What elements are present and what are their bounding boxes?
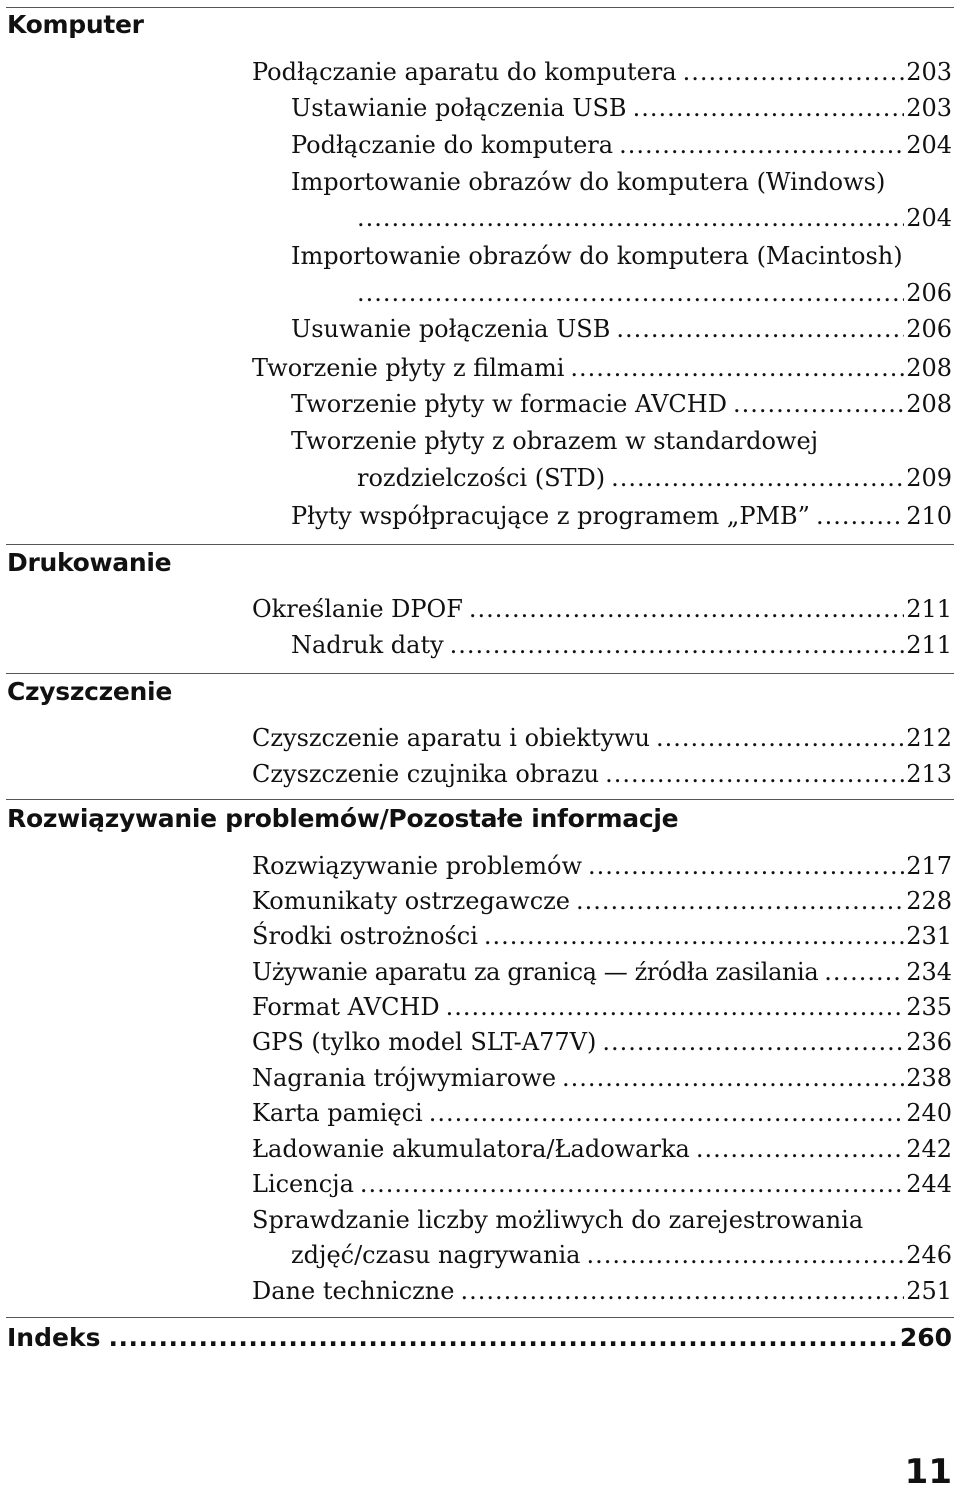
dot-leader bbox=[633, 90, 905, 126]
toc-entry-label: Rozwiązywanie problemów bbox=[252, 852, 582, 880]
section-rule bbox=[6, 544, 954, 545]
dot-leader bbox=[696, 1131, 904, 1167]
toc-entry[interactable] bbox=[252, 720, 952, 756]
toc-entry-label: Używanie aparatu za granicą — źródła zasilania bbox=[252, 958, 819, 986]
toc-entry-page: 208 bbox=[906, 390, 952, 418]
toc-entry[interactable] bbox=[252, 848, 952, 884]
section-rule bbox=[6, 7, 954, 8]
toc-entry-page: 236 bbox=[906, 1028, 952, 1056]
toc-entry-page: 206 bbox=[906, 279, 952, 307]
toc-entry-continuation[interactable] bbox=[291, 1237, 952, 1273]
toc-entry[interactable] bbox=[252, 1131, 952, 1167]
toc-entry-label: Licencja bbox=[252, 1170, 354, 1198]
toc-entry[interactable] bbox=[252, 918, 952, 954]
toc-entry[interactable] bbox=[252, 1024, 952, 1060]
section-heading-indeks: Indeks bbox=[7, 1323, 101, 1352]
toc-entry[interactable] bbox=[291, 386, 952, 422]
toc-entry-page: 228 bbox=[906, 887, 952, 915]
dot-leader bbox=[576, 883, 904, 919]
toc-entry-label: Podłączanie do komputera bbox=[291, 131, 614, 159]
toc-entry-page: 213 bbox=[906, 760, 952, 788]
toc-entry-page: 211 bbox=[906, 595, 952, 623]
toc-entry-page: 238 bbox=[906, 1064, 952, 1092]
toc-entry-page: 203 bbox=[906, 94, 952, 122]
dot-leader bbox=[602, 1024, 904, 1060]
toc-entry-label: Dane techniczne bbox=[252, 1277, 455, 1305]
toc-entry-label: Usuwanie połączenia USB bbox=[291, 315, 611, 343]
toc-entry[interactable] bbox=[291, 498, 952, 534]
toc-entry-label: Nagrania trójwymiarowe bbox=[252, 1064, 557, 1092]
toc-entry-label: rozdzielczości (STD) bbox=[357, 464, 606, 492]
section-heading-czyszczenie: Czyszczenie bbox=[7, 677, 172, 706]
dot-leader bbox=[570, 350, 904, 386]
toc-entry[interactable] bbox=[252, 350, 952, 386]
toc-entry-label: Tworzenie płyty z filmami bbox=[252, 354, 565, 382]
dot-leader bbox=[588, 848, 904, 884]
toc-entry-page: 217 bbox=[906, 852, 952, 880]
toc-entry[interactable] bbox=[252, 954, 952, 990]
toc-entry-page: 204 bbox=[906, 204, 952, 232]
dot-leader bbox=[605, 756, 904, 792]
section-rule bbox=[6, 673, 954, 674]
toc-entry-page: 203 bbox=[906, 58, 952, 86]
section-rule bbox=[6, 1317, 954, 1318]
toc-entry-label: GPS (tylko model SLT-A77V) bbox=[252, 1028, 597, 1056]
toc-entry-page: 246 bbox=[906, 1241, 952, 1269]
toc-entry-label: Czyszczenie aparatu i obiektywu bbox=[252, 724, 651, 752]
toc-entry-page: 234 bbox=[906, 958, 952, 986]
toc-entry-page: 231 bbox=[906, 922, 952, 950]
dot-leader bbox=[611, 460, 904, 496]
toc-entry-page: 212 bbox=[906, 724, 952, 752]
dot-leader bbox=[733, 386, 904, 422]
toc-entry-page: 244 bbox=[906, 1170, 952, 1198]
dot-leader bbox=[562, 1060, 904, 1096]
dot-leader bbox=[429, 1095, 904, 1131]
toc-entry-page: 210 bbox=[906, 502, 952, 530]
toc-entry[interactable] bbox=[252, 883, 952, 919]
section-heading-drukowanie: Drukowanie bbox=[7, 548, 172, 577]
toc-entry[interactable] bbox=[252, 54, 952, 90]
toc-entry-label: Ustawianie połączenia USB bbox=[291, 94, 627, 122]
toc-entry-page: 235 bbox=[906, 993, 952, 1021]
toc-entry-page: 242 bbox=[906, 1135, 952, 1163]
toc-entry-label: zdjęć/czasu nagrywania bbox=[291, 1241, 581, 1269]
toc-entry[interactable] bbox=[252, 1095, 952, 1131]
dot-leader bbox=[469, 591, 904, 627]
toc-entry-page: 209 bbox=[906, 464, 952, 492]
dot-leader bbox=[108, 1320, 895, 1356]
toc-entry-label: Podłączanie aparatu do komputera bbox=[252, 58, 677, 86]
toc-entry[interactable] bbox=[291, 423, 952, 459]
section-rule bbox=[6, 799, 954, 800]
toc-entry-page: 208 bbox=[906, 354, 952, 382]
toc-entry-page: 240 bbox=[906, 1099, 952, 1127]
toc-entry[interactable] bbox=[252, 591, 952, 627]
toc-entry[interactable] bbox=[252, 1273, 952, 1309]
toc-entry-label: Sprawdzanie liczby możliwych do zarejestrowania bbox=[252, 1206, 864, 1234]
page-number: 11 bbox=[904, 1452, 952, 1492]
toc-entry-label: Importowanie obrazów do komputera (Macintosh) bbox=[291, 242, 903, 270]
toc-entry-label: Tworzenie płyty z obrazem w standardowej bbox=[291, 427, 819, 455]
dot-leader bbox=[446, 989, 905, 1025]
toc-entry-label: Czyszczenie czujnika obrazu bbox=[252, 760, 600, 788]
dot-leader bbox=[484, 918, 904, 954]
section-heading-komputer: Komputer bbox=[7, 10, 144, 39]
toc-entry[interactable] bbox=[291, 627, 952, 663]
toc-entry-label: Ładowanie akumulatora/Ładowarka bbox=[252, 1135, 690, 1163]
dot-leader bbox=[816, 498, 904, 534]
toc-entry[interactable] bbox=[252, 1060, 952, 1096]
dot-leader bbox=[360, 1166, 904, 1202]
toc-entry[interactable] bbox=[291, 90, 952, 126]
toc-entry[interactable] bbox=[291, 311, 952, 347]
toc-entry[interactable] bbox=[252, 989, 952, 1025]
toc-entry-label: Tworzenie płyty w formacie AVCHD bbox=[291, 390, 727, 418]
toc-entry-page: 251 bbox=[906, 1277, 952, 1305]
toc-entry-page: 206 bbox=[906, 315, 952, 343]
dot-leader bbox=[656, 720, 904, 756]
toc-entry[interactable] bbox=[291, 164, 952, 200]
toc-entry-page: 260 bbox=[899, 1323, 952, 1352]
toc-entry-continuation[interactable] bbox=[357, 275, 952, 311]
toc-entry[interactable] bbox=[252, 1202, 952, 1238]
toc-entry-indeks[interactable] bbox=[7, 1320, 952, 1356]
dot-leader bbox=[586, 1237, 904, 1273]
toc-entry-label: Płyty współpracujące z programem „PMB” bbox=[291, 502, 810, 530]
dot-leader bbox=[460, 1273, 904, 1309]
dot-leader bbox=[357, 200, 904, 236]
dot-leader bbox=[824, 954, 904, 990]
dot-leader bbox=[619, 127, 904, 163]
toc-entry[interactable] bbox=[291, 127, 952, 163]
toc-entry-label: Nadruk daty bbox=[291, 631, 444, 659]
toc-entry-label: Format AVCHD bbox=[252, 993, 440, 1021]
dot-leader bbox=[357, 275, 904, 311]
toc-entry-label: Importowanie obrazów do komputera (Windows) bbox=[291, 168, 886, 196]
dot-leader bbox=[683, 54, 905, 90]
toc-entry-continuation[interactable] bbox=[357, 200, 952, 236]
toc-entry[interactable] bbox=[252, 756, 952, 792]
dot-leader bbox=[450, 627, 905, 663]
toc-entry-label: Karta pamięci bbox=[252, 1099, 423, 1127]
toc-entry-page: 204 bbox=[906, 131, 952, 159]
toc-entry-label: Środki ostrożności bbox=[252, 922, 478, 950]
dot-leader bbox=[616, 311, 904, 347]
toc-entry[interactable] bbox=[291, 238, 952, 274]
toc-entry-label: Komunikaty ostrzegawcze bbox=[252, 887, 570, 915]
toc-entry-label: Określanie DPOF bbox=[252, 595, 463, 623]
section-heading-rozwiazywanie: Rozwiązywanie problemów/Pozostałe informacje bbox=[7, 804, 679, 833]
toc-entry[interactable] bbox=[252, 1166, 952, 1202]
toc-entry-continuation[interactable] bbox=[357, 460, 952, 496]
toc-entry-page: 211 bbox=[906, 631, 952, 659]
